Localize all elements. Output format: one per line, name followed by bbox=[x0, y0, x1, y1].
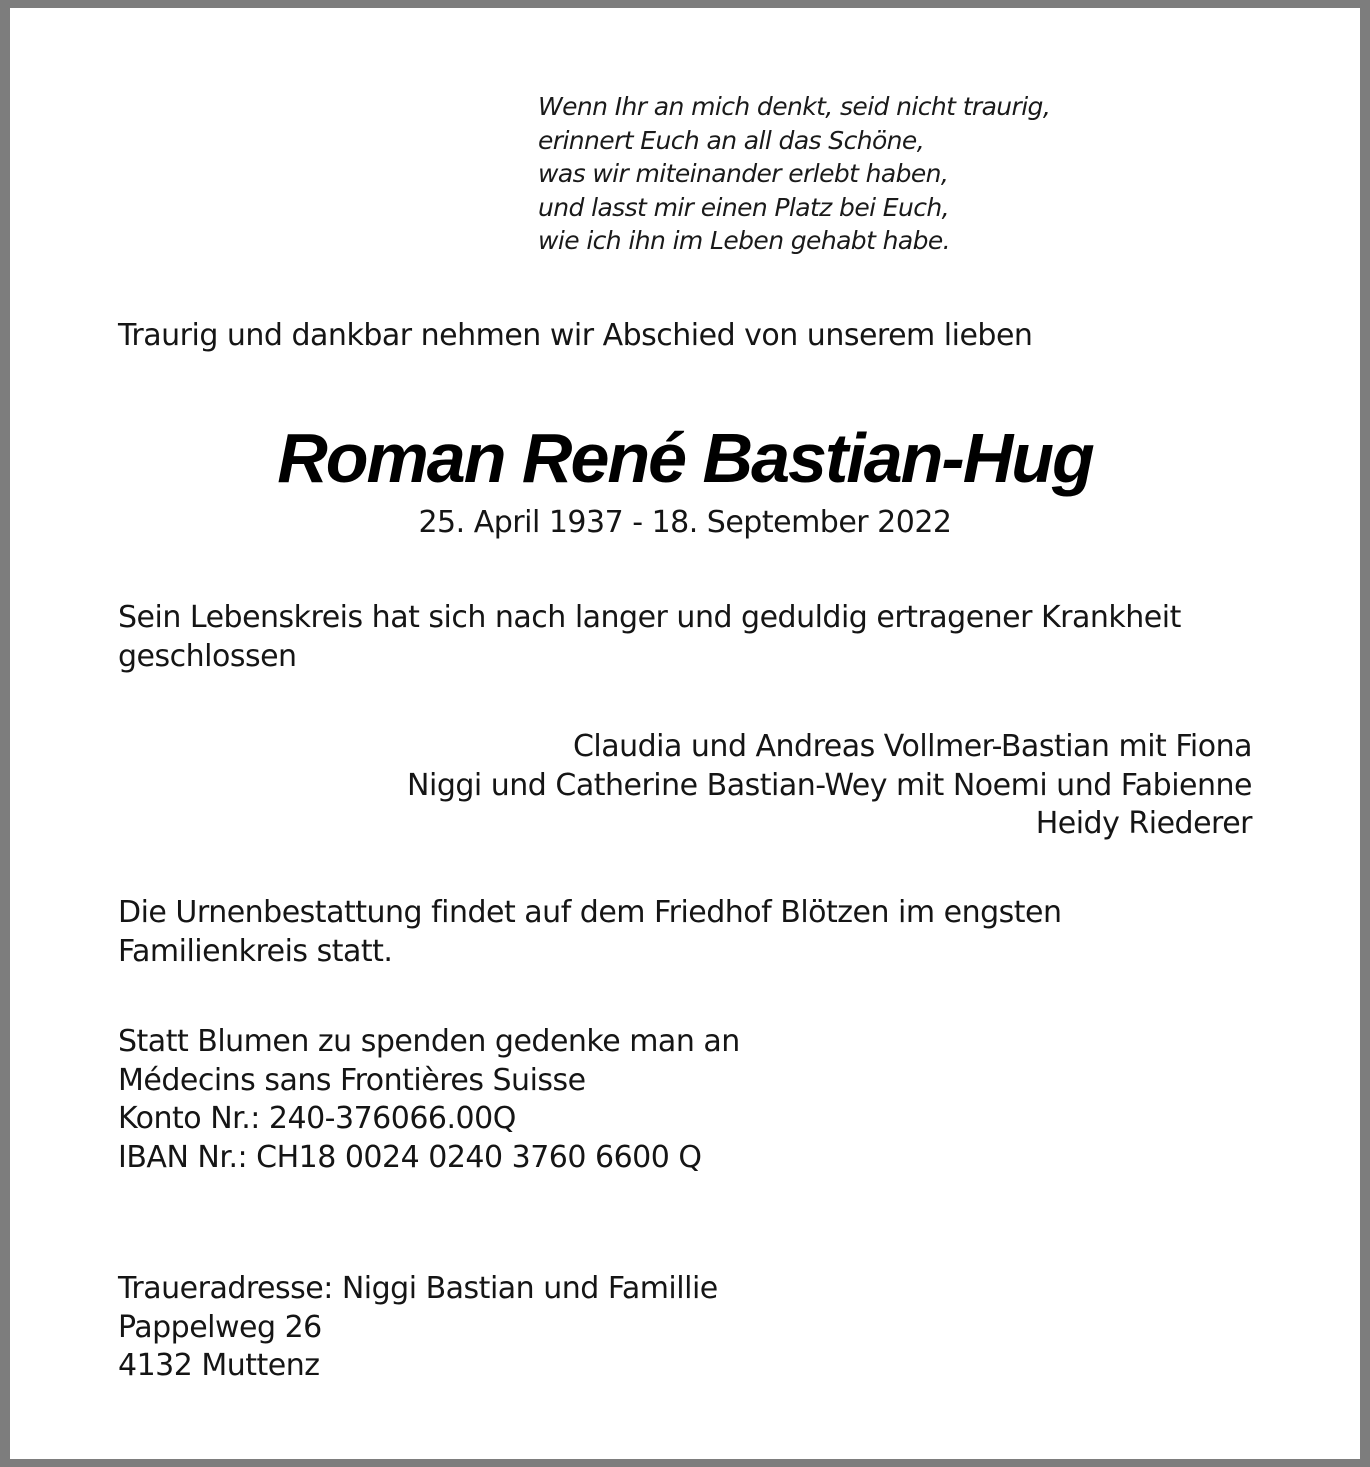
poem-line: was wir miteinander erlebt haben, bbox=[538, 159, 949, 189]
burial-notice bbox=[118, 894, 1062, 971]
life-dates: 25. April 1937 - 18. September 2022 bbox=[418, 505, 952, 540]
poem-line: Wenn Ihr an mich denkt, seid nicht traurig, bbox=[538, 92, 1051, 121]
life-statement bbox=[118, 599, 1181, 676]
obituary-page bbox=[10, 8, 1360, 1459]
mourner-entry: Niggi und Catherine Bastian-Wey mit Noemi und Fabienne bbox=[407, 767, 1252, 803]
deceased-name: Roman René Bastian-Hug bbox=[277, 419, 1093, 497]
iban-number: IBAN Nr.: CH18 0024 0240 3760 6600 Q bbox=[118, 1139, 702, 1175]
mourning-address bbox=[118, 1270, 718, 1386]
donation-organization: Médecins sans Frontières Suisse bbox=[118, 1062, 586, 1098]
account-number: Konto Nr.: 240-376066.00Q bbox=[118, 1101, 516, 1136]
poem-line: wie ich ihn im Leben gehabt habe. bbox=[538, 226, 950, 256]
burial-notice-line: Die Urnenbestattung findet auf dem Friedhof Blötzen im engsten bbox=[118, 895, 1062, 930]
address-line: 4132 Muttenz bbox=[118, 1348, 320, 1383]
intro-text: Traurig und dankbar nehmen wir Abschied von unserem lieben bbox=[118, 318, 1033, 353]
mourners-list bbox=[407, 728, 1252, 844]
life-statement-line: Sein Lebenskreis hat sich nach langer und geduldig ertragener Krankheit bbox=[118, 600, 1181, 635]
poem bbox=[538, 90, 1050, 258]
donation-line: Statt Blumen zu spenden gedenke man an bbox=[118, 1024, 740, 1059]
poem-line: und lasst mir einen Platz bei Euch, bbox=[538, 192, 949, 222]
mourner-entry: Claudia und Andreas Vollmer-Bastian mit Fiona bbox=[572, 729, 1252, 764]
donation-info bbox=[118, 1023, 740, 1177]
life-statement-line: geschlossen bbox=[118, 638, 297, 674]
mourner-entry: Heidy Riederer bbox=[1035, 806, 1252, 841]
burial-notice-line: Familienkreis statt. bbox=[118, 933, 393, 969]
address-line: Pappelweg 26 bbox=[118, 1309, 322, 1345]
address-line: Traueradresse: Niggi Bastian und Famillie bbox=[118, 1271, 718, 1306]
poem-line: erinnert Euch an all das Schöne, bbox=[538, 125, 925, 155]
